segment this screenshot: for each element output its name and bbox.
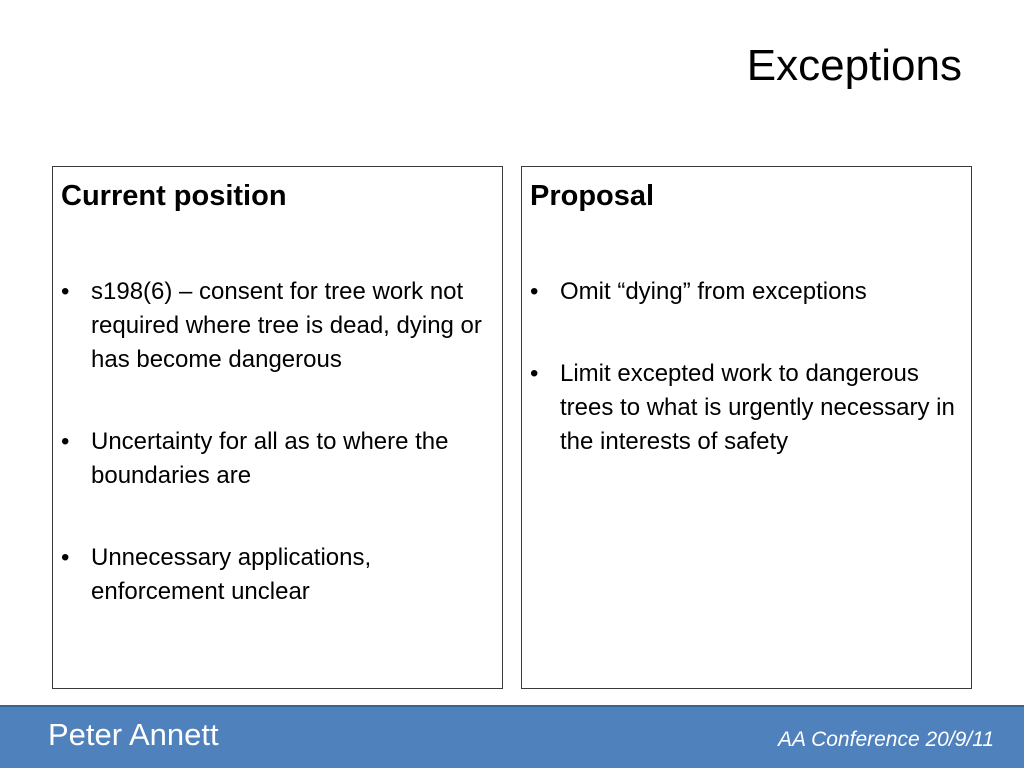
list-item [530,275,965,309]
list-item [530,357,965,459]
bullet-icon: • [61,278,70,305]
conference-label: AA Conference 20/9/11 [778,728,994,751]
bullet-icon: • [61,428,70,455]
current-position-list [61,275,496,657]
current-position-panel [52,166,503,689]
proposal-list [530,275,965,507]
list-item [61,275,496,377]
presenter-name: Peter Annett [48,717,219,752]
bullet-icon: • [61,544,70,571]
proposal-heading: Proposal [530,180,655,212]
list-item-text: s198(6) – consent for tree work not required where tree is dead, dying or has become dangerous [91,278,482,373]
list-item-text: Limit excepted work to dangerous trees to what is urgently necessary in the interests of safety [560,360,955,455]
list-item-text: Omit “dying” from exceptions [560,278,867,305]
bullet-icon: • [530,360,539,387]
list-item [61,425,496,493]
list-item-text: Unnecessary applications, enforcement unclear [91,544,372,605]
proposal-panel [521,166,972,689]
footer-bar [0,705,1024,768]
bullet-icon: • [530,278,539,305]
current-position-heading: Current position [61,180,287,212]
list-item-text: Uncertainty for all as to where the boundaries are [91,428,449,489]
list-item [61,541,496,609]
slide-title: Exceptions [746,41,962,90]
